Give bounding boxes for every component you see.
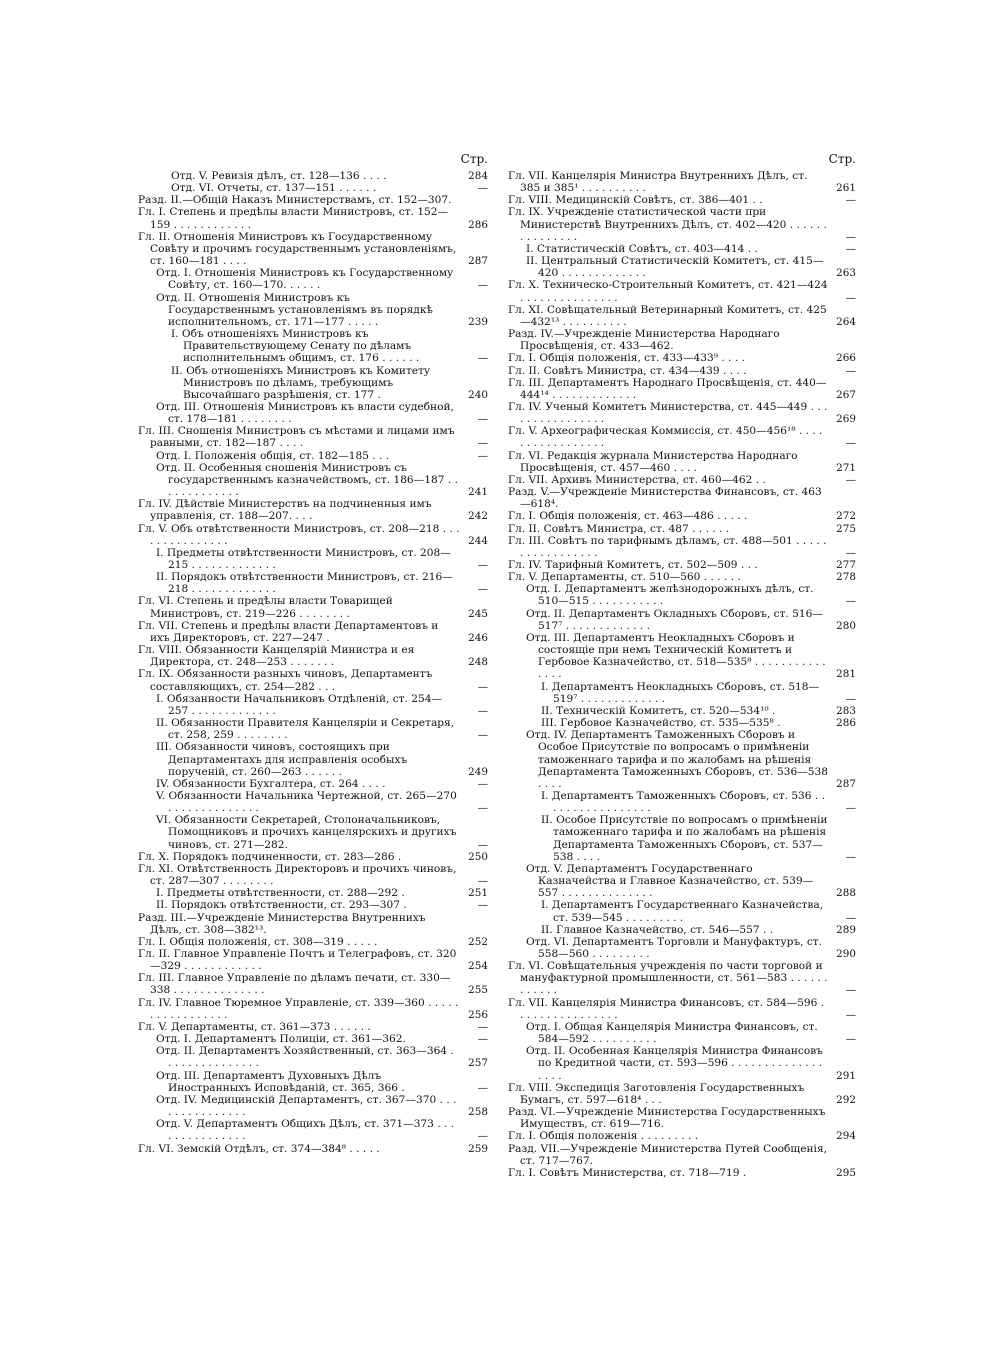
toc-entry [508, 535, 856, 559]
toc-entry-text: Отд. II. Особенная Канцелярія Министра Финансовъ по Кредитной части, ст. 593—596 . . . . . . . . . . . . . . . . . . [526, 1045, 823, 1082]
toc-entry [138, 450, 488, 462]
toc-entry-page: 292 [836, 1093, 856, 1106]
toc-entry-page: 261 [836, 182, 856, 195]
toc-entry [138, 997, 488, 1021]
toc-entry [508, 206, 856, 242]
toc-entry-text: Гл. IX. Обязанности разныхъ чиновъ, Департаментъ составляющихъ, ст. 254—282 . . . [138, 668, 433, 693]
toc-entry [508, 328, 856, 352]
toc-entry [508, 583, 856, 607]
toc-entry-text: Гл. V. Археографическая Коммиссія, ст. 450—456¹⁸ . . . . . . . . . . . . . . . . . [508, 425, 823, 450]
toc-entry [138, 912, 488, 936]
toc-entry-page: 286 [468, 218, 488, 231]
toc-entry-text: Гл. VIII. Обязанности Канцелярій Министра и ея Директора, ст. 248—253 . . . . . . . [138, 644, 415, 669]
toc-entry-page: 241 [468, 486, 488, 499]
toc-entry-text: Разд. VI.—Учрежденіе Министерства Государственныхъ Имуществъ, ст. 619—716. [508, 1106, 826, 1131]
toc-entry-page: 295 [836, 1166, 856, 1179]
toc-entry-page: 242 [468, 510, 488, 523]
toc-entry-text: Отд. I. Отношенія Министровъ къ Государственному Совѣту, ст. 160—170. . . . . . [156, 267, 454, 292]
toc-entry [138, 790, 488, 814]
toc-entry [138, 1033, 488, 1045]
toc-entry [508, 729, 856, 790]
toc-entry-text: I. Департаментъ Таможенныхъ Сборовъ, ст. 536 . . . . . . . . . . . . . . . . . [541, 789, 826, 815]
toc-entry [508, 863, 856, 899]
toc-entry-text: V. Обязанности Начальника Чертежной, ст. 265—270 . . . . . . . . . . . . . . [156, 789, 457, 815]
toc-entry [138, 1118, 488, 1142]
toc-entry [508, 377, 856, 401]
toc-entry [138, 292, 488, 328]
toc-entry-text: I. Статистическій Совѣтъ, ст. 403—414 . . [526, 242, 758, 255]
toc-entry-page: 291 [836, 1069, 856, 1082]
toc-entry-page: 277 [836, 559, 856, 571]
toc-entry [508, 365, 856, 377]
toc-entry-page: 267 [836, 388, 856, 401]
toc-entry-page: 258 [468, 1106, 488, 1119]
toc-entry-text: Отд. IV. Департаментъ Таможенныхъ Сборовъ и Особое Присутствіе по вопросамъ о примѣненіи таможеннаго тарифа и по жалобамъ на рѣшенія Департамента Таможенныхъ Сборовъ, ст. 536—538 . . . . [526, 729, 829, 790]
toc-entry-text: Гл. III. Сношенія Министровъ съ мѣстами и лицами имъ равными, ст. 182—187 . . . . [138, 425, 455, 450]
page-column-header [138, 152, 488, 170]
toc-entry-page: — [845, 1033, 856, 1046]
toc-entry-text: Отд. I. Общая Канцелярія Министра Финансовъ, ст. 584—592 . . . . . . . . . . [526, 1020, 818, 1046]
toc-entry [138, 547, 488, 571]
toc-entry [138, 170, 488, 182]
toc-entry-page: 280 [836, 619, 856, 632]
toc-entry-text: Гл. VII. Степень и предѣлы власти Департаментовъ и ихъ Директоровъ, ст. 227—247 . [138, 619, 439, 644]
toc-entry [508, 924, 856, 936]
toc-entry-text: Гл. II. Отношенія Министровъ къ Государственному Совѣту и прочимъ государственнымъ установленіямъ, ст. 160—181 . . . . [138, 230, 457, 268]
toc-entry-text: Гл. VI. Степень и предѣлы власти Товарищей Министровъ, ст. 219—226 . . . . . . . . [138, 595, 393, 620]
toc-entry-page: 246 [468, 631, 488, 644]
toc-entry-page: — [477, 583, 488, 596]
toc-entry-page: — [477, 437, 488, 450]
toc-entry-text: III. Обязанности чиновъ, состоящихъ при Департаментахъ для исправленія особыхъ порученій, ст. 260—263 . . . . . . [156, 741, 408, 778]
toc-entry-text: Гл. VII. Архивъ Министерства, ст. 460—462 . . [508, 473, 766, 486]
toc-entry-page: 289 [836, 923, 856, 936]
toc-entry [138, 863, 488, 887]
toc-entry-text: I. Департаментъ Неокладныхъ Сборовъ, ст. 518—519⁷ . . . . . . . . . . . . . [541, 680, 820, 705]
toc-entry-page: — [477, 704, 488, 717]
toc-entry-text: Гл. VI. Земскій Отдѣлъ, ст. 374—384⁸ . . . . . [138, 1142, 380, 1155]
toc-entry [138, 668, 488, 692]
toc-entry-text: I. Объ отношеніяхъ Министровъ къ Правительствующему Сенату по дѣламъ исполнительнымъ общимъ, ст. 176 . . . . . . [171, 328, 420, 365]
toc-entry-page: — [477, 875, 488, 888]
toc-entry-page: 249 [468, 765, 488, 778]
toc-entry [508, 632, 856, 681]
toc-entry [138, 267, 488, 291]
toc-entry-page: — [477, 182, 488, 195]
toc-entry-text: Отд. I. Департаментъ Полиціи, ст. 361—362. [156, 1033, 406, 1046]
toc-entry-text: Гл. III. Главное Управленіе по дѣламъ печати, ст. 330—338 . . . . . . . . . . . . . . [138, 972, 451, 997]
toc-entry-page: 244 [468, 534, 488, 547]
toc-entry-page: 252 [468, 935, 488, 948]
toc-entry [508, 1130, 856, 1142]
toc-entry-page: — [845, 473, 856, 486]
toc-entry-text: Разд. V.—Учрежденіе Министерства Финансовъ, ст. 463—618⁴. [508, 486, 822, 511]
toc-entry [508, 486, 856, 510]
toc-entry-page: 283 [836, 704, 856, 717]
toc-entry-page: 266 [836, 352, 856, 365]
toc-entry-text: Гл. III. Совѣтъ по тарифнымъ дѣламъ, ст. 488—501 . . . . . . . . . . . . . . . . . [508, 534, 827, 559]
toc-entry-text: Отд. V. Департаментъ Общихъ Дѣлъ, ст. 371—373 . . . . . . . . . . . . . . . [156, 1118, 455, 1143]
toc-entry-text: II. Объ отношеніяхъ Министровъ къ Комитету Министровъ по дѣламъ, требующимъ Высочайшаго разрѣшенія, ст. 177 . [171, 364, 431, 401]
toc-entry [508, 352, 856, 364]
toc-entry [138, 851, 488, 863]
toc-entry [138, 1045, 488, 1069]
toc-entry-page: — [477, 1130, 488, 1143]
toc-entry-page: 286 [836, 717, 856, 730]
toc-entry [138, 194, 488, 206]
toc-entry [138, 778, 488, 790]
toc-entry [508, 1045, 856, 1081]
toc-entry-text: Отд. III. Департаментъ Неокладныхъ Сборовъ и состоящіе при немъ Техническій Комитетъ и Гербовое Казначейство, ст. 518—535⁸ . . . . . . . . . . . . . . . [526, 631, 826, 681]
toc-entry-page: 264 [836, 315, 856, 328]
toc-entry-text: Гл. I. Общія положенія, ст. 308—319 . . . . . [138, 935, 378, 948]
toc-entry-page: 251 [468, 887, 488, 900]
toc-entry-page: — [845, 230, 856, 243]
toc-entry-text: Отд. III. Отношенія Министровъ къ власти судебной, ст. 178—181 . . . . . . . . [156, 400, 454, 426]
toc-entry [508, 255, 856, 279]
toc-entry-page: 239 [468, 315, 488, 328]
toc-entry-text: II. Центральный Статистическій Комитетъ, ст. 415—420 . . . . . . . . . . . . . [526, 255, 824, 280]
toc-entry [138, 936, 488, 948]
toc-entry-page: — [845, 291, 856, 304]
toc-entry [508, 1082, 856, 1106]
toc-entry-text: Гл. IV. Дѣйствіе Министерствъ на подчиненныя имъ управленія, ст. 188—207. . . . [138, 498, 432, 523]
toc-entry [138, 1070, 488, 1094]
toc-entry-text: III. Гербовое Казначейство, ст. 535—535⁸ . [541, 717, 781, 730]
toc-entry [508, 705, 856, 717]
toc-entry-text: Отд. II. Отношенія Министровъ къ Государственнымъ установленіямъ въ порядкѣ исполнительномъ, ст. 171—177 . . . . . [156, 291, 433, 328]
toc-entry [138, 1021, 488, 1033]
toc-entry [138, 1143, 488, 1155]
toc-entry [138, 814, 488, 850]
toc-entry [508, 717, 856, 729]
toc-entry-page: 240 [468, 388, 488, 401]
toc-entry [138, 523, 488, 547]
page-column-header [508, 152, 856, 170]
toc-entry-text: Отд. I. Департаментъ желѣзнодорожныхъ дѣлъ, ст. 510—515 . . . . . . . . . . . [526, 583, 814, 608]
toc-entry-page: — [845, 984, 856, 997]
toc-entry-text: Отд. V. Ревизія дѣлъ, ст. 128—136 . . . . [171, 170, 387, 182]
toc-entry [138, 498, 488, 522]
toc-entry-text: Гл. V. Объ отвѣтственности Министровъ, ст. 208—218 . . . . . . . . . . . . . . . [138, 522, 460, 547]
toc-entry-text: Гл. IV. Тарифный Комитетъ, ст. 502—509 . . . [508, 559, 758, 571]
toc-entry-text: Гл. II. Совѣтъ Министра, ст. 434—439 . . . . [508, 364, 747, 377]
toc-entry [508, 425, 856, 449]
page-column-label: Стр. [828, 152, 856, 166]
toc-entry [138, 571, 488, 595]
toc-entry-text: Гл. IX. Учрежденіе статистической части при Министерствѣ Внутреннихъ Дѣлъ, ст. 402—420 . . . . . . . . . . . . . . . [508, 206, 827, 243]
toc-entry-text: Отд. VI. Отчеты, ст. 137—151 . . . . . . [171, 182, 377, 195]
toc-entry [138, 182, 488, 194]
toc-entry [508, 474, 856, 486]
toc-entry-page: — [845, 802, 856, 815]
toc-entry-text: Гл. I. Общія положенія . . . . . . . . . [508, 1130, 699, 1143]
toc-entry-page: — [477, 899, 488, 912]
toc-entry-text: II. Главное Казначейство, ст. 546—557 . . [541, 923, 774, 936]
toc-entries [508, 170, 856, 1179]
toc-entry-page: 269 [836, 413, 856, 426]
toc-entry-text: Гл. VII. Канцелярія Министра Финансовъ, ст. 584—596 . . . . . . . . . . . . . . . . [508, 996, 825, 1021]
toc-entry-text: II. Особое Присутствіе по вопросамъ о примѣненіи таможеннаго тарифа и по жалобамъ на рѣшенія Департамента Таможенныхъ Сборовъ, ст. 537—538 . . . . [541, 814, 828, 863]
toc-entry-text: VI. Обязанности Секретарей, Столоначальниковъ, Помощниковъ и прочихъ канцелярскихъ и другихъ чиновъ, ст. 271—282. [156, 814, 457, 851]
toc-entry [138, 887, 488, 899]
toc-entry-text: Гл. VI. Редакція журнала Министерства Народнаго Просвѣщенія, ст. 457—460 . . . . [508, 449, 798, 474]
toc-entry-page: 284 [468, 170, 488, 182]
toc-entry-page: — [477, 729, 488, 742]
toc-entry-text: Гл. VIII. Экспедиція Заготовленія Государственныхъ Бумагъ, ст. 597—618⁴ . . . [508, 1081, 805, 1106]
toc-entry-text: I. Предметы отвѣтственности, ст. 288—292 . [156, 887, 405, 900]
toc-entry-text: Разд. II.—Общій Наказъ Министерствамъ, ст. 152—307. [138, 194, 452, 207]
toc-entry [508, 194, 856, 206]
toc-entry-page: 294 [836, 1130, 856, 1143]
toc-entry [138, 231, 488, 267]
toc-entry-page: — [845, 546, 856, 559]
toc-entry-text: Отд. II. Особенныя сношенія Министровъ съ государственнымъ казначействомъ, ст. 186—187 . . . . . . . . . . . . . [156, 461, 458, 499]
toc-entry-page: — [477, 777, 488, 790]
toc-entry-page: — [845, 437, 856, 450]
toc-entry [138, 1094, 488, 1118]
toc-entry-text: II. Порядокъ отвѣтственности Министровъ, ст. 216—218 . . . . . . . . . . . . . [156, 571, 453, 596]
toc-entry [508, 608, 856, 632]
toc-entry-text: Отд. VI. Департаментъ Торговли и Мануфактуръ, ст. 558—560 . . . . . . . . . [526, 935, 823, 960]
toc-entry-page: 263 [836, 267, 856, 280]
toc-entry [138, 425, 488, 449]
toc-entry-text: I. Обязанности Начальниковъ Отдѣленій, ст. 254—257 . . . . . . . . . . . . . [156, 692, 443, 717]
page-column-label: Стр. [460, 152, 488, 166]
toc-column-right [508, 152, 856, 1179]
toc-entry [138, 717, 488, 741]
toc-entry-page: 250 [468, 850, 488, 863]
toc-entry-page: — [845, 364, 856, 377]
toc-entry-page: — [477, 449, 488, 462]
toc-entry-text: Гл. III. Департаментъ Народнаго Просвѣщенія, ст. 440—444¹⁴ . . . . . . . . . . . . . [508, 376, 827, 401]
toc-entry-text: Гл. X. Порядокъ подчиненности, ст. 283—286 . [138, 850, 402, 863]
toc-entry [138, 365, 488, 401]
toc-entry-text: Гл. I. Совѣтъ Министерства, ст. 718—719 . [508, 1166, 747, 1179]
toc-entry-text: IV. Обязанности Бухгалтера, ст. 264 . . . . [156, 777, 386, 790]
toc-entry-page: — [477, 279, 488, 292]
toc-entry-page: — [845, 692, 856, 705]
toc-entry [508, 1106, 856, 1130]
toc-entry [508, 243, 856, 255]
toc-entry-page: — [477, 680, 488, 693]
toc-entry-page: 278 [836, 571, 856, 584]
toc-entry-page: 248 [468, 656, 488, 669]
toc-entry [138, 948, 488, 972]
toc-entry-text: Гл. XI. Отвѣтственность Директоровъ и прочихъ чиновъ, ст. 287—307 . . . . . . . . [138, 862, 457, 888]
toc-entry-text: Гл. II. Главное Управленіе Почтъ и Телеграфовъ, ст. 320—329 . . . . . . . . . . . . [138, 948, 457, 973]
toc-entry-text: II. Порядокъ отвѣтственности, ст. 293—307 . [156, 899, 407, 912]
toc-entry-page: — [845, 242, 856, 255]
toc-entry-text: Гл. I. Степень и предѣлы власти Министровъ, ст. 152—159 . . . . . . . . . . . . [138, 206, 449, 231]
toc-entry [138, 620, 488, 644]
toc-entry-text: Разд. III.—Учрежденіе Министерства Внутреннихъ Дѣлъ, ст. 308—382¹³. [138, 911, 426, 936]
toc-entry [508, 1021, 856, 1045]
toc-entry [138, 899, 488, 911]
toc-entry [508, 681, 856, 705]
toc-entry [508, 304, 856, 328]
toc-entry-page: 256 [468, 1008, 488, 1021]
toc-entry [508, 170, 856, 194]
toc-entry-text: Разд. IV.—Учрежденіе Министерства Народнаго Просвѣщенія, ст. 433—462. [508, 328, 780, 353]
toc-entry [508, 401, 856, 425]
toc-entry-text: I. Департаментъ Государственнаго Казначейства, ст. 539—545 . . . . . . . . . [541, 899, 824, 924]
toc-entry-text: Гл. VIII. Медицинскій Совѣтъ, ст. 386—401 . . [508, 194, 763, 207]
toc-entry-text: Гл. X. Техническо-Строительный Комитетъ, ст. 421—424 . . . . . . . . . . . . . . . [508, 279, 828, 304]
toc-entry-text: Гл. II. Совѣтъ Министра, ст. 487 . . . . . . [508, 522, 730, 535]
toc-entry [138, 741, 488, 777]
toc-entry [508, 510, 856, 522]
toc-entry [138, 462, 488, 498]
toc-entry [138, 972, 488, 996]
toc-entry-text: Отд. I. Положенія общія, ст. 182—185 . . . [156, 449, 390, 462]
toc-entry-page: — [845, 1008, 856, 1021]
toc-entry [138, 328, 488, 364]
toc-column-left [138, 152, 488, 1155]
toc-entry-page: 281 [836, 668, 856, 681]
toc-entry-text: Гл. I. Общія положенія, ст. 463—486 . . . . . [508, 510, 748, 523]
toc-entry-text: Гл. VI. Совѣщательныя учрежденія по части торговой и мануфактурной промышленности, ст. 561—583 . . . . . . . . . . . . [508, 960, 828, 997]
toc-entry-text: I. Предметы отвѣтственности Министровъ, ст. 208—215 . . . . . . . . . . . . . [156, 546, 451, 571]
toc-entry-text: Разд. VII.—Учрежденіе Министерства Путей Сообщенія, ст. 717—767. [508, 1142, 827, 1167]
toc-entry [508, 790, 856, 814]
toc-entry-page: 290 [836, 948, 856, 960]
toc-entry-text: Отд. II. Департаментъ Окладныхъ Сборовъ, ст. 516—517⁷ . . . . . . . . . . . . . [526, 607, 823, 632]
toc-entry-page: — [845, 911, 856, 924]
toc-entry-page: 259 [468, 1142, 488, 1155]
toc-entry [508, 1167, 856, 1179]
toc-entry-text: Отд. III. Департаментъ Духовныхъ Дѣлъ Иностранныхъ Исповѣданій, ст. 365, 366 . [156, 1069, 405, 1094]
toc-entry-page: 257 [468, 1057, 488, 1070]
toc-entry-page: — [477, 1081, 488, 1094]
toc-entry-page: — [477, 559, 488, 571]
toc-entry-page: 275 [836, 522, 856, 535]
toc-entry-text: Гл. V. Департаменты, ст. 510—560 . . . . . . [508, 571, 741, 584]
toc-entry-text: II. Обязанности Правителя Канцеляріи и Секретаря, ст. 258, 259 . . . . . . . . [156, 717, 455, 742]
toc-entry [508, 960, 856, 996]
toc-entry [138, 206, 488, 230]
toc-entry [508, 936, 856, 960]
toc-entry-page: 287 [468, 255, 488, 268]
toc-entry-page: — [477, 413, 488, 426]
toc-entry [508, 559, 856, 571]
toc-entry-page: — [477, 1033, 488, 1046]
toc-entry-page: — [845, 850, 856, 863]
toc-entry-text: Отд. II. Департаментъ Хозяйственный, ст. 363—364 . . . . . . . . . . . . . . . [156, 1045, 454, 1070]
toc-entry [138, 595, 488, 619]
toc-entry-page: 287 [836, 777, 856, 790]
toc-entry-text: Гл. XI. Совѣщательный Ветеринарный Комитетъ, ст. 425—432¹³ . . . . . . . . . . [508, 303, 827, 328]
toc-entry-text: Отд. V. Департаментъ Государственнаго Казначейства и Главное Казначейство, ст. 539—557 . . . . . . . . . . . . . . [526, 862, 814, 900]
toc-entry-page: — [477, 802, 488, 815]
toc-entry [138, 693, 488, 717]
toc-entry-text: Гл. V. Департаменты, ст. 361—373 . . . . . . [138, 1020, 371, 1033]
toc-entry-page: — [477, 1020, 488, 1033]
toc-entry [508, 523, 856, 535]
toc-entry-page: 245 [468, 607, 488, 620]
toc-entry-text: II. Техническій Комитетъ, ст. 520—534¹⁰ . [541, 704, 776, 717]
toc-entry-page: 254 [468, 960, 488, 973]
toc-entry-text: Гл. IV. Ученый Комитетъ Министерства, ст. 445—449 . . . . . . . . . . . . . . . . [508, 400, 828, 426]
toc-entry-page: 271 [836, 461, 856, 474]
toc-entry-text: Отд. IV. Медицинскій Департаментъ, ст. 367—370 . . . . . . . . . . . . . . . [156, 1093, 457, 1119]
toc-entry [508, 997, 856, 1021]
toc-entry [508, 571, 856, 583]
toc-entry [138, 644, 488, 668]
toc-entry [508, 279, 856, 303]
toc-entry [508, 814, 856, 863]
toc-entry-text: Гл. I. Общія положенія, ст. 433—433⁹ . . . . [508, 352, 745, 365]
toc-entry [508, 450, 856, 474]
toc-entry-page: — [477, 352, 488, 365]
toc-entry-text: Гл. IV. Главное Тюремное Управленіе, ст. 339—360 . . . . . . . . . . . . . . . . . [138, 996, 459, 1021]
toc-entry-page: — [477, 838, 488, 851]
toc-entry [508, 1143, 856, 1167]
toc-entry-page: — [845, 595, 856, 608]
toc-entries [138, 170, 488, 1155]
toc-entry-page: 288 [836, 887, 856, 900]
toc-entry [508, 899, 856, 923]
toc-entry [138, 401, 488, 425]
toc-entry-page: 255 [468, 984, 488, 997]
toc-entry-text: Гл. VII. Канцелярія Министра Внутреннихъ Дѣлъ, ст. 385 и 385¹ . . . . . . . . . . [508, 170, 808, 195]
toc-entry-page: 272 [836, 510, 856, 523]
toc-entry-page: — [845, 194, 856, 207]
